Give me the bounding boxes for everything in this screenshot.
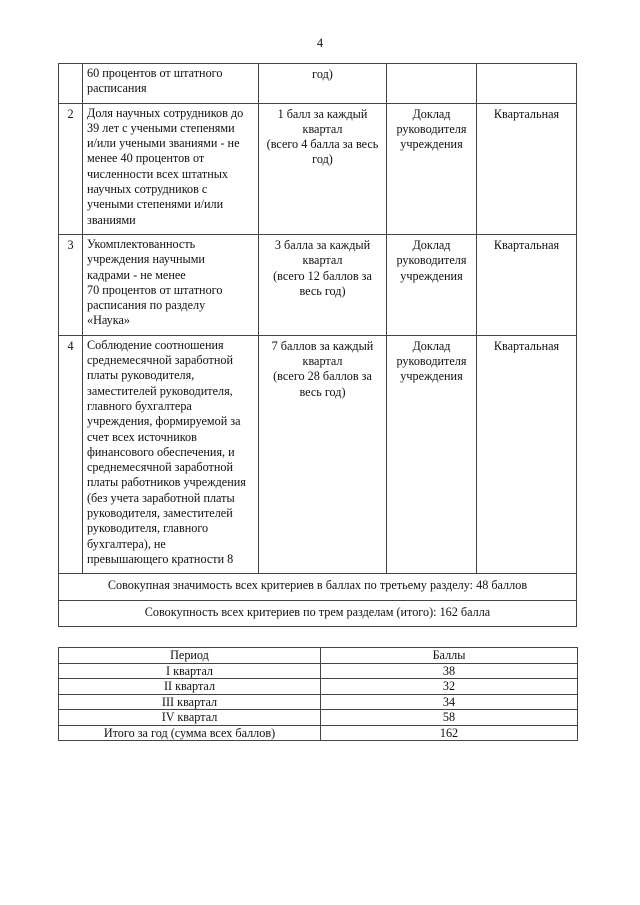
criterion-description	[83, 64, 259, 104]
criterion-points-line: весь год)	[299, 283, 346, 298]
score-points: 58	[321, 710, 578, 726]
summary-section3: Совокупная значимость всех критериев в баллах по третьему разделу: 48 баллов	[59, 574, 577, 600]
criterion-description-line: 39 лет с учеными степенями	[87, 120, 235, 135]
criterion-description-line: среднемесячной заработной	[87, 353, 233, 368]
criterion-description-line: 70 процентов от штатного	[87, 282, 223, 297]
criterion-description-line: учеными степенями и/или	[87, 197, 224, 212]
criterion-description-line: расписания по разделу	[87, 298, 206, 313]
criterion-source-line: руководителя	[396, 354, 467, 369]
criterion-points-line: квартал	[302, 253, 343, 268]
criterion-description-line: Укомплектованность	[87, 236, 196, 251]
criterion-points	[259, 103, 387, 234]
criterion-points	[259, 64, 387, 104]
criterion-description-line: званиями	[87, 212, 136, 227]
criterion-description-line: (без учета заработной платы	[87, 490, 235, 505]
header-period: Период	[59, 648, 321, 664]
criterion-source-line: учреждения	[400, 369, 463, 384]
criterion-points-line: (всего 12 баллов за	[273, 268, 372, 283]
criterion-source-line: учреждения	[400, 137, 463, 152]
criterion-description-line: учреждения, формируемой за	[87, 414, 241, 429]
criterion-points-line: (всего 28 баллов за	[273, 369, 372, 384]
criterion-source	[387, 103, 477, 234]
criterion-description-line: научных сотрудников с	[87, 182, 208, 197]
score-points: 32	[321, 679, 578, 695]
criterion-description-line: Доля научных сотрудников до	[87, 105, 244, 120]
criterion-description-line: заместителей руководителя,	[87, 383, 233, 398]
criterion-points-line: (всего 4 балла за весь	[266, 137, 379, 152]
criterion-description	[83, 234, 259, 335]
score-table	[58, 647, 578, 741]
criteria-row	[59, 103, 577, 234]
criterion-points-line: весь год)	[299, 384, 346, 399]
score-period: II квартал	[59, 679, 321, 695]
criterion-source-line: учреждения	[400, 268, 463, 283]
criterion-description	[83, 103, 259, 234]
criterion-description-line: руководителя, главного	[87, 521, 209, 536]
criterion-source-line: руководителя	[396, 253, 467, 268]
criterion-number: 4	[59, 335, 83, 573]
criterion-points-line: 7 баллов за каждый	[271, 338, 374, 353]
criteria-row	[59, 64, 577, 104]
criterion-description-line: среднемесячной заработной	[87, 460, 233, 475]
score-points: 34	[321, 694, 578, 710]
criterion-frequency: Квартальная	[477, 335, 577, 573]
criterion-points-line: 3 балла за каждый	[274, 237, 371, 252]
criterion-source-line: Доклад	[412, 237, 451, 252]
page-number: 4	[316, 36, 324, 50]
score-row	[59, 679, 578, 695]
score-period: III квартал	[59, 694, 321, 710]
score-period: Итого за год (сумма всех баллов)	[59, 725, 321, 741]
criterion-description-line: бухгалтера), не	[87, 536, 166, 551]
criterion-description-line: Соблюдение соотношения	[87, 337, 224, 352]
score-row	[59, 663, 578, 679]
criterion-description-line: менее 40 процентов от	[87, 151, 205, 166]
score-table-header	[59, 648, 578, 664]
criterion-description-line: 60 процентов от штатного	[87, 66, 223, 80]
score-period: I квартал	[59, 663, 321, 679]
score-points: 162	[321, 725, 578, 741]
criterion-description-line: учреждения научными	[87, 252, 205, 267]
criterion-description-line: главного бухгалтера	[87, 398, 192, 413]
criterion-description-line: численности всех штатных	[87, 166, 229, 181]
criterion-frequency: Квартальная	[477, 103, 577, 234]
criterion-source	[387, 234, 477, 335]
header-points: Баллы	[321, 648, 578, 664]
criterion-description-line: превышающего кратности 8	[87, 551, 234, 566]
criterion-source	[387, 64, 477, 104]
score-row	[59, 694, 578, 710]
criteria-row	[59, 234, 577, 335]
criterion-frequency: Квартальная	[477, 234, 577, 335]
criteria-table	[58, 63, 577, 627]
criterion-source-line: руководителя	[396, 121, 467, 136]
criterion-number: 2	[59, 103, 83, 234]
criterion-description-line: «Наука»	[87, 313, 131, 328]
criterion-description-line: финансового обеспечения, и	[87, 444, 235, 459]
criterion-description	[83, 335, 259, 573]
criterion-description-line: руководителя, заместителей	[87, 506, 233, 521]
criterion-points	[259, 335, 387, 573]
score-points: 38	[321, 663, 578, 679]
criterion-frequency	[477, 64, 577, 104]
criteria-row	[59, 335, 577, 573]
criterion-number	[59, 64, 83, 104]
criterion-description-line: платы руководителя,	[87, 368, 195, 383]
criterion-description-line: кадрами - не менее	[87, 267, 186, 282]
criterion-points	[259, 234, 387, 335]
criterion-source-line: Доклад	[412, 106, 451, 121]
summary-row-section3	[59, 574, 577, 600]
criterion-points-line: 1 балл за каждый	[277, 106, 368, 121]
criterion-description-line: и/или учеными званиями - не	[87, 136, 240, 151]
criterion-points-line: квартал	[302, 121, 343, 136]
criterion-description-line: счет всех источников	[87, 429, 197, 444]
criterion-number: 3	[59, 234, 83, 335]
score-row	[59, 725, 578, 741]
criterion-points-line: год)	[312, 67, 333, 81]
criterion-source	[387, 335, 477, 573]
score-row	[59, 710, 578, 726]
summary-total: Совокупность всех критериев по трем разделам (итого): 162 балла	[59, 600, 577, 626]
criterion-points-line: год)	[312, 152, 333, 167]
criterion-description-line: расписания	[87, 81, 147, 96]
criterion-description-line: платы работников учреждения	[87, 475, 246, 490]
criterion-source-line: Доклад	[412, 338, 451, 353]
summary-row-total	[59, 600, 577, 626]
criterion-points-line: квартал	[302, 354, 343, 369]
score-period: IV квартал	[59, 710, 321, 726]
